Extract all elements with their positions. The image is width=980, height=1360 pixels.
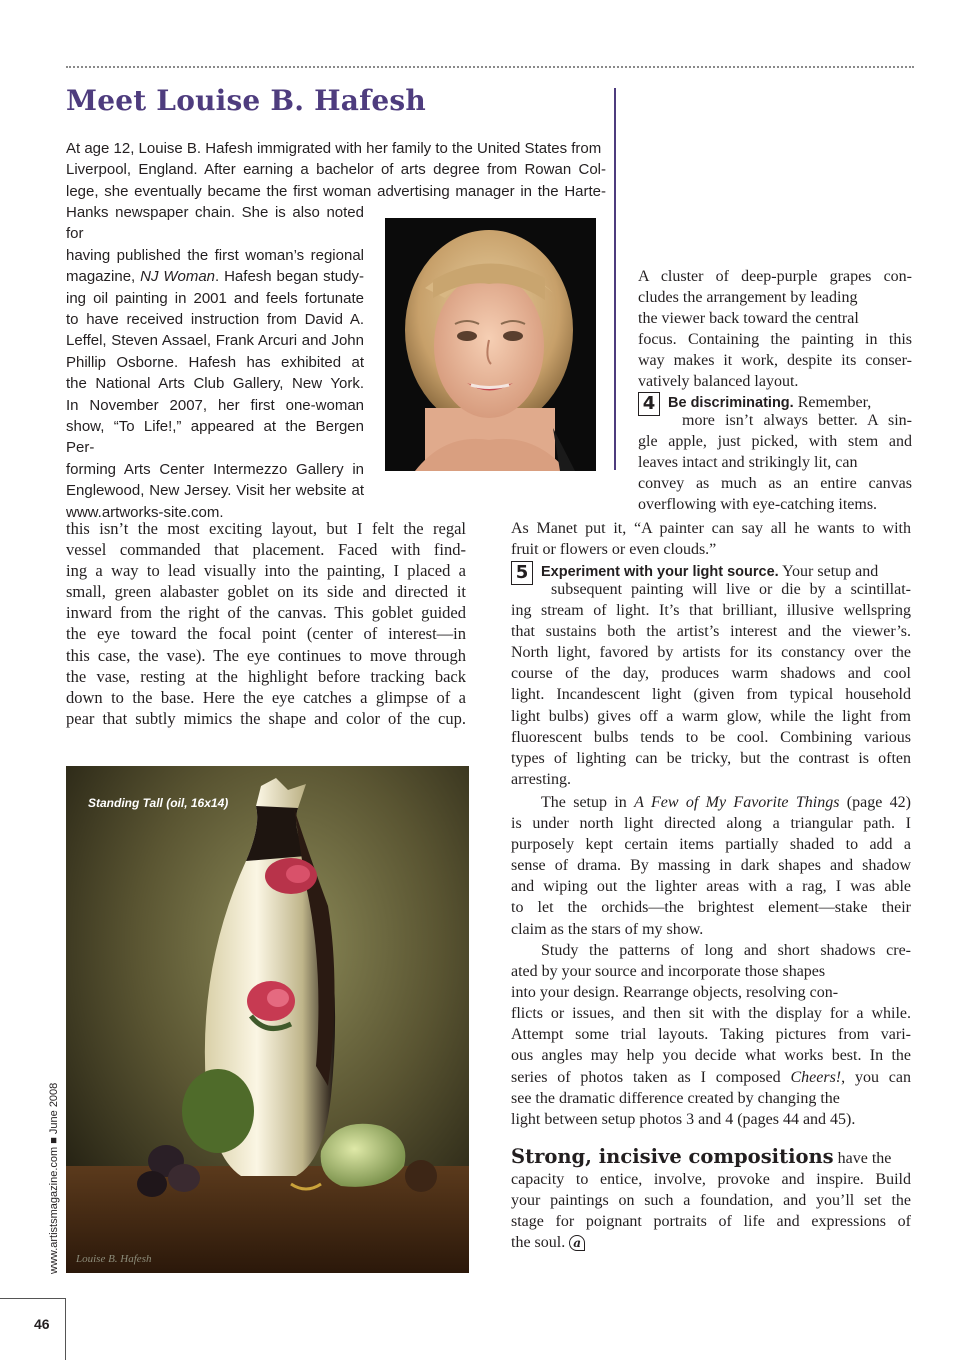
bio-line: show, “To Life!,” appeared at the Bergen Per- <box>66 418 364 457</box>
body-line: purposely kept certain items partially shaded to add a <box>511 836 911 854</box>
study-text: series of photos taken as I composed <box>511 1068 791 1086</box>
bio-line: Englewood, New Jersey. Visit her website at <box>66 482 364 500</box>
sidebar-divider <box>614 88 616 470</box>
bio-line: Leffel, Steven Assael, Frank Arcuri and John <box>66 332 364 350</box>
body-line: small, green alabaster goblet on its side and directed it <box>66 582 466 602</box>
artist-portrait <box>385 218 596 471</box>
bio-text: . Hafesh began study- <box>215 268 364 286</box>
painting-standing-tall <box>66 766 469 1273</box>
body-line: that sustains both the artist’s interest and the viewer’s. <box>511 623 911 641</box>
body-line: A cluster of deep-purple grapes con- <box>638 268 912 285</box>
body-line: fluorescent bulbs tends to be cool. Combining various <box>511 728 911 746</box>
sidebar-bio-full <box>66 138 606 202</box>
painting-caption: Standing Tall (oil, 16x14) <box>88 796 229 810</box>
bio-line: the National Arts Club Gallery, New York. <box>66 375 364 393</box>
right-main-text <box>511 518 911 560</box>
closing-text: have the <box>833 1150 892 1167</box>
body-line: vessel commanded that placement. Faced with find- <box>66 540 466 560</box>
body-line: ing a way to lead visually into the painting, I placed a <box>66 561 466 581</box>
bio-line: At age 12, Louise B. Hafesh immigrated with her family to the United States from <box>66 140 602 157</box>
study-paragraph <box>511 940 911 1130</box>
setup-text: The setup in <box>541 794 635 811</box>
body-line: overflowing with eye-catching items. <box>638 496 878 514</box>
bio-line: forming Arts Center Intermezzo Gallery in <box>66 460 364 478</box>
body-line: light bulbs) gives off a warm glow, while the light from <box>511 707 911 725</box>
body-line: North light, favored by artists for its constancy over the <box>511 644 911 662</box>
end-mark-icon: a <box>569 1235 585 1251</box>
body-line: the vase, resting at the highlight before tracking back <box>66 666 466 686</box>
top-dotted-rule <box>66 66 914 68</box>
body-line: see the dramatic difference created by changing the <box>511 1089 840 1107</box>
body-line: course of the day, produces warm shadows and cool <box>511 665 911 683</box>
body-line: this isn’t the most exciting layout, but I felt the regal <box>66 519 466 538</box>
setup-paragraph <box>511 792 911 940</box>
body-line: focus. Containing the painting in this <box>638 331 912 349</box>
painting-title: Cheers! <box>790 1068 842 1086</box>
tip-5 <box>511 561 911 790</box>
body-line: light between setup photos 3 and 4 (pages 44 and 45). <box>511 1110 856 1128</box>
body-line: way makes it work, despite its conser- <box>638 352 912 370</box>
body-line: the viewer back toward the central <box>638 310 859 328</box>
left-body-text <box>66 518 466 729</box>
setup-text: (page 42) <box>839 794 912 811</box>
study-text: , you can <box>841 1068 912 1086</box>
portrait-illustration <box>385 218 596 471</box>
bio-text: magazine, <box>66 268 141 286</box>
painting-illustration <box>66 766 469 1273</box>
magazine-name: NJ Woman <box>140 268 216 286</box>
bio-line: Hanks newspaper chain. She is also noted for <box>66 204 364 243</box>
body-line: vatively balanced layout. <box>638 373 799 391</box>
closing-lead: Strong, incisive compositions <box>511 1145 834 1168</box>
closing-first-line <box>511 1146 911 1169</box>
body-line: gle apple, just picked, with stem and <box>638 433 912 451</box>
body-line: convey as much as an entire canvas <box>638 475 912 493</box>
page-number: 46 <box>34 1316 50 1332</box>
body-line: ous angles may help you decide what works best. In the <box>511 1047 911 1065</box>
body-line: subsequent painting will live or die by a scintillat- <box>551 581 911 598</box>
bio-line: Liverpool, England. After earning a bachelor of arts degree from Rowan Col- <box>66 161 606 179</box>
body-line: Study the patterns of long and short shadows cre- <box>541 942 911 959</box>
closing-text: the soul. <box>511 1234 566 1252</box>
bio-line: having published the first woman’s regional <box>66 246 364 264</box>
body-line: cludes the arrangement by leading <box>638 289 858 307</box>
body-line: claim as the stars of my show. <box>511 920 704 938</box>
bio-line: In November 2007, her first one-woman <box>66 396 364 414</box>
bio-line <box>66 266 364 287</box>
tip-5-number-box: 5 <box>511 561 533 585</box>
vertical-footer-text: www.artistsmagazine.com ■ June 2008 <box>48 1082 60 1274</box>
body-line: As Manet put it, “A painter can say all he wants to with <box>511 520 911 537</box>
body-line: flicts or issues, and then sit with the display for a while. <box>511 1005 911 1023</box>
body-line: types of lighting can be tricky, but the contrast is often <box>511 749 911 767</box>
corner-rule-horizontal <box>0 1298 66 1299</box>
sidebar-title: Meet Louise B. Hafesh <box>66 84 426 117</box>
body-line: into your design. Rearrange objects, resolving con- <box>511 984 839 1002</box>
body-line: your paintings on such a foundation, and you’ll set the <box>511 1192 911 1210</box>
bio-line: to have received instruction from David A. <box>66 311 364 329</box>
body-line: the eye toward the focal point (center of interest—in <box>66 624 466 644</box>
corner-rule-vertical <box>65 1298 66 1360</box>
body-line: inward from the right of the canvas. This goblet guided <box>66 603 466 623</box>
painting-signature: Louise B. Hafesh <box>76 1253 152 1265</box>
tip-4-number-box: 4 <box>638 392 660 416</box>
body-line <box>511 1067 911 1088</box>
body-line: pear that subtly mimics the shape and color of the cup. <box>66 708 466 728</box>
body-line: down to the base. Here the eye catches a glimpse of a <box>66 687 466 707</box>
bio-line: ing oil painting in 2001 and feels fortunate <box>66 289 364 307</box>
body-line: sense of drama. By massing in dark shapes and shadow <box>511 857 911 875</box>
body-line: is under north light directed along a triangular path. I <box>511 815 911 833</box>
body-line: Attempt some trial layouts. Taking pictures from vari- <box>511 1026 911 1044</box>
bio-line: Phillip Osborne. Hafesh has exhibited at <box>66 353 364 371</box>
tip-5-lead: Experiment with your light source. <box>541 564 779 580</box>
body-line: more isn’t always better. A sin- <box>682 412 912 429</box>
body-line: to let the orchids—the brightest element—stake their <box>511 899 911 917</box>
tip-4 <box>638 392 912 515</box>
tip-5-text: Your setup and <box>778 563 879 580</box>
body-line: and wiping out the lighter areas with a rag, I was able <box>511 878 911 896</box>
right-top-text <box>638 266 912 393</box>
tip-4-lead: Be discriminating. <box>668 395 794 411</box>
body-line <box>511 1232 911 1254</box>
painting-title: A Few of My Favorite Things <box>634 794 840 811</box>
body-line: arresting. <box>511 770 571 788</box>
body-line: this case, the vase). The eye continues to move through <box>66 645 466 665</box>
bio-line: lege, she eventually became the first woman advertising manager in the Harte- <box>66 182 606 200</box>
closing-paragraph <box>511 1146 911 1254</box>
body-line: stage for poignant portraits of life and expressions of <box>511 1213 911 1231</box>
sidebar-bio-wrap <box>66 202 364 523</box>
body-line <box>511 792 911 813</box>
body-line: light. Incandescent light (given from typical household <box>511 686 911 704</box>
body-line: leaves intact and strikingly lit, can <box>638 454 858 472</box>
tip-4-text: Remember, <box>793 394 872 411</box>
body-line: capacity to entice, involve, provoke and inspire. Build <box>511 1171 911 1189</box>
bio-line: www.artworks-site.com. <box>66 503 224 521</box>
body-line: ated by your source and incorporate those shapes <box>511 963 826 981</box>
body-line: ing stream of light. It’s that brilliant, illusive wellspring <box>511 602 911 620</box>
body-line: fruit or flowers or even clouds.” <box>511 541 717 559</box>
